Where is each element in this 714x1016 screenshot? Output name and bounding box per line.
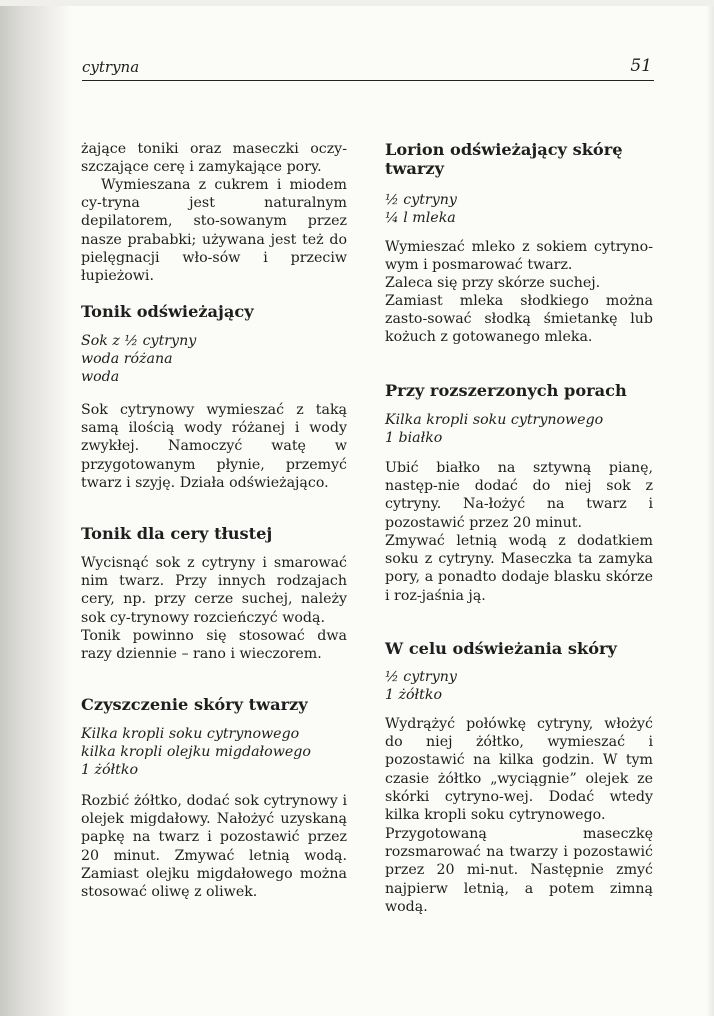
recipe-instructions: Wycisnąć sok z cytryny i smarować nim twarz. Przy innych rodzajach cery, np. przy cerze suchej, należy sok cy-trynowy rozcieńczyć wodą. bbox=[81, 555, 347, 626]
intro-paragraph-2: Wymieszana z cukrem i miodem cy-tryna jest naturalnym depilatorem, sto-sowanym przez nasze prababki; używana jest też do pielęgnacji wło-sów i przeciw łupieżowi. bbox=[81, 177, 347, 285]
ingredient: ½ cytryny bbox=[385, 192, 457, 208]
recipe-title-czyszczenie-skory: Czyszczenie skóry twarzy bbox=[81, 695, 308, 714]
recipe-instructions: Ubić białko na sztywną pianę, następ-nie dodać do niej sok z cytryny. Na-łożyć na twarz i pozostawić przez 20 minut. bbox=[385, 460, 653, 531]
ingredient: ¼ l mleka bbox=[385, 210, 456, 227]
recipe-title-odswiezanie-skory: W celu odświeżania skóry bbox=[385, 639, 617, 658]
ingredient: Sok z ½ cytryny bbox=[81, 333, 197, 349]
ingredient: Kilka kropli soku cytrynowego bbox=[385, 412, 604, 428]
recipe-title-rozszerzone-pory: Przy rozszerzonych porach bbox=[385, 381, 627, 400]
ingredient: 1 żółtko bbox=[81, 762, 138, 779]
recipe-ingredients bbox=[81, 725, 311, 780]
recipe-instructions: Tonik powinno się stosować dwa razy dziennie – rano i wieczorem. bbox=[81, 628, 347, 663]
page-right-edge bbox=[706, 0, 714, 1016]
ingredient: 1 białko bbox=[385, 430, 443, 447]
recipe-instructions: Zmywać letnią wodą z dodatkiem soku z cytryny. Maseczka ta zamyka pory, a ponadto dodaje blasku skórze i roz-jaśnia ją. bbox=[385, 533, 653, 604]
ingredient: ½ cytryny bbox=[385, 669, 457, 685]
recipe-instructions: Wydrążyć połówkę cytryny, włożyć do niej żółtko, wymieszać i pozostawić na kilka godzin. W tym czasie żółtko „wyciągnie” olejek ze skórki cytryno-wej. Dodać wtedy kilka kropli soku cytrynowego. bbox=[385, 716, 653, 824]
ingredient: woda różana bbox=[81, 351, 173, 368]
recipe-instructions: Wymieszać mleko z sokiem cytryno-wym i posmarować twarz. bbox=[385, 239, 653, 274]
recipe-title-tonik-odswiezajacy: Tonik odświeżający bbox=[81, 302, 254, 321]
intro-paragraph-1: żające toniki oraz maseczki oczy-szczające cerę i zamykające pory. bbox=[81, 141, 347, 176]
page-number: 51 bbox=[630, 56, 652, 76]
recipe-title-lorion: Lorion odświeżający skórę twarzy bbox=[385, 140, 623, 178]
page-top-edge bbox=[0, 0, 714, 6]
recipe-instructions: Przygotowaną maseczkę rozsmarować na twarzy i pozostawić przez 20 mi-nut. Następnie zmyć najpierw letnią, a potem zimną wodą. bbox=[385, 826, 653, 915]
running-title: cytryna bbox=[82, 58, 140, 76]
recipe-ingredients bbox=[385, 411, 603, 447]
recipe-instructions: Sok cytrynowy wymieszać z taką samą ilością wody różanej i wody zwykłej. Namoczyć watę w przygotowanym płynie, przemyć twarz i szyję. Działa odświeżająco. bbox=[81, 402, 347, 491]
recipe-ingredients bbox=[385, 668, 457, 704]
page-binding-shadow bbox=[0, 0, 72, 1016]
recipe-ingredients bbox=[81, 332, 196, 387]
recipe-instructions: Zamiast mleka słodkiego można zasto-sować słodką śmietankę lub kożuch z gotowanego mleka. bbox=[385, 293, 653, 346]
recipe-ingredients bbox=[385, 191, 457, 227]
recipe-instructions: Zaleca się przy skórze suchej. bbox=[385, 275, 601, 291]
ingredient: 1 żółtko bbox=[385, 687, 442, 704]
ingredient: Kilka kropli soku cytrynowego bbox=[81, 726, 300, 742]
recipe-instructions: Rozbić żółtko, dodać sok cytrynowy i olejek migdałowy. Nałożyć uzyskaną papkę na twarz i pozostawić przez 20 minut. Zmywać letnią wodą. Zamiast olejku migdałowego można stosować oliwę z oliwek. bbox=[81, 793, 347, 901]
page-header bbox=[82, 54, 654, 81]
ingredient: kilka kropli olejku migdałowego bbox=[81, 744, 311, 761]
recipe-title-tonik-cera-tlusta: Tonik dla cery tłustej bbox=[81, 524, 273, 543]
ingredient: woda bbox=[81, 369, 120, 386]
